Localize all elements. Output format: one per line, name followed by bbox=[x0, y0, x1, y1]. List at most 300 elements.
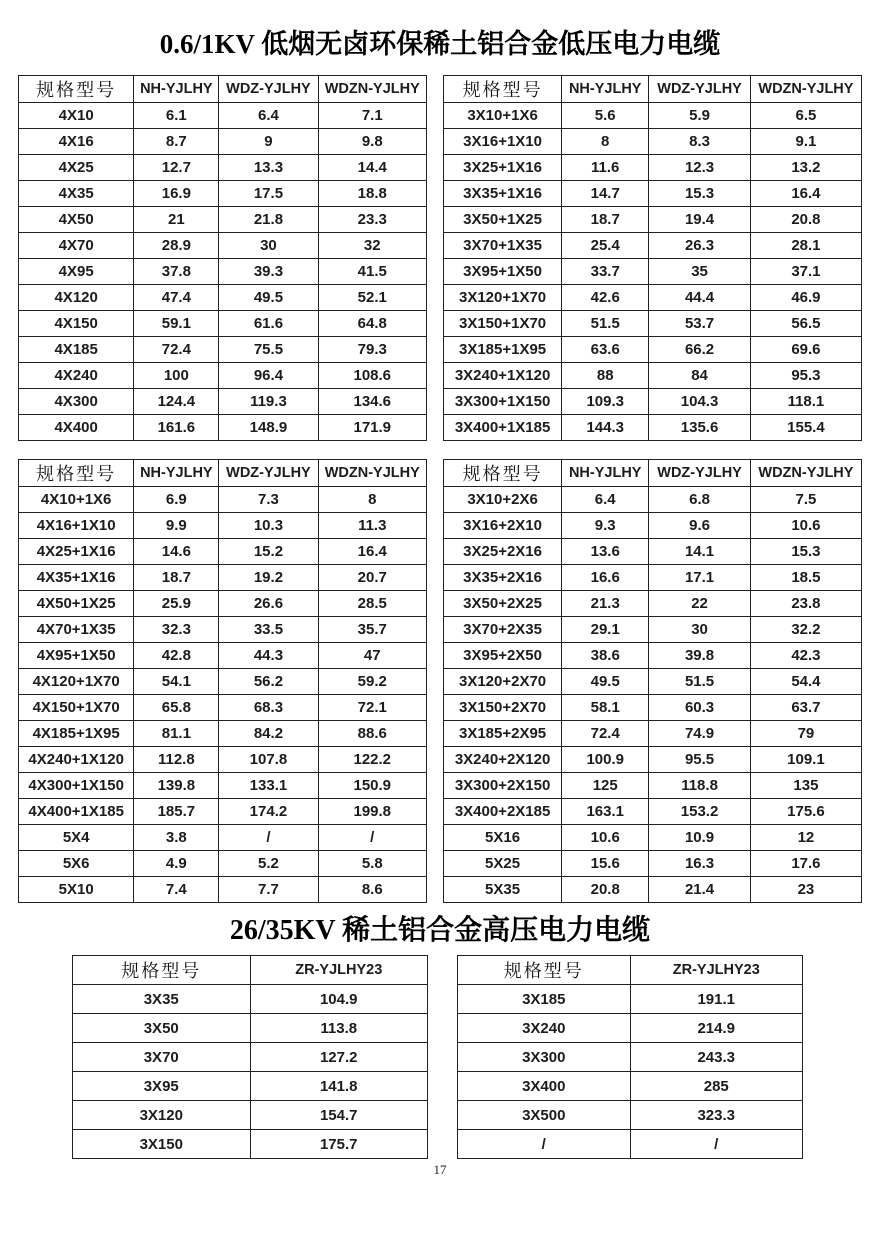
value-cell: 11.3 bbox=[318, 513, 426, 539]
table-row bbox=[444, 799, 862, 825]
header-row bbox=[73, 956, 428, 985]
spec-cell: 4X10 bbox=[19, 103, 134, 129]
table-row bbox=[19, 285, 427, 311]
hv-table-right bbox=[457, 955, 803, 1159]
value-cell: 9 bbox=[219, 129, 318, 155]
model-column-header: WDZ-YJLHY bbox=[219, 76, 318, 103]
value-cell: 42.8 bbox=[134, 643, 219, 669]
value-cell: 118.1 bbox=[750, 389, 861, 415]
lv-tables-row-2 bbox=[18, 459, 862, 903]
spec-cell: 4X300+1X150 bbox=[19, 773, 134, 799]
table-row bbox=[19, 259, 427, 285]
value-cell: 9.6 bbox=[649, 513, 751, 539]
section-title-high-voltage: 26/35KV 稀土铝合金高压电力电缆 bbox=[229, 915, 651, 946]
table-row bbox=[444, 207, 862, 233]
table-row bbox=[19, 539, 427, 565]
spec-cell: 4X185+1X95 bbox=[19, 721, 134, 747]
value-cell: 30 bbox=[649, 617, 751, 643]
value-cell: 7.4 bbox=[134, 877, 219, 903]
table-row bbox=[444, 487, 862, 513]
value-cell: 7.3 bbox=[219, 487, 318, 513]
value-cell: 13.2 bbox=[750, 155, 861, 181]
value-cell: 6.8 bbox=[649, 487, 751, 513]
value-cell: 18.7 bbox=[134, 565, 219, 591]
value-cell: 17.1 bbox=[649, 565, 751, 591]
table-row bbox=[444, 155, 862, 181]
spec-cell: 4X400+1X185 bbox=[19, 799, 134, 825]
value-cell: 33.5 bbox=[219, 617, 318, 643]
spec-cell: 3X185+1X95 bbox=[444, 337, 562, 363]
table-row bbox=[444, 747, 862, 773]
spec-cell: 4X150+1X70 bbox=[19, 695, 134, 721]
value-cell: 21.8 bbox=[219, 207, 318, 233]
table-row bbox=[444, 877, 862, 903]
value-cell: 44.4 bbox=[649, 285, 751, 311]
spec-cell: 5X35 bbox=[444, 877, 562, 903]
value-cell: 7.1 bbox=[318, 103, 426, 129]
table-row bbox=[19, 363, 427, 389]
spec-cell: 3X10+1X6 bbox=[444, 103, 562, 129]
table-row bbox=[19, 851, 427, 877]
value-cell: 133.1 bbox=[219, 773, 318, 799]
table-row bbox=[444, 851, 862, 877]
spec-cell: 3X120+2X70 bbox=[444, 669, 562, 695]
spec-cell: 5X4 bbox=[19, 825, 134, 851]
value-cell: / bbox=[630, 1130, 803, 1159]
table-row bbox=[19, 799, 427, 825]
value-cell: 37.1 bbox=[750, 259, 861, 285]
value-cell: 15.6 bbox=[562, 851, 649, 877]
spec-cell: 3X400 bbox=[458, 1072, 631, 1101]
table-row bbox=[19, 233, 427, 259]
value-cell: 46.9 bbox=[750, 285, 861, 311]
value-cell: 96.4 bbox=[219, 363, 318, 389]
spec-cell: 3X120+1X70 bbox=[444, 285, 562, 311]
table-row bbox=[444, 103, 862, 129]
value-cell: 88.6 bbox=[318, 721, 426, 747]
header-row bbox=[444, 76, 862, 103]
spec-cell: 4X70 bbox=[19, 233, 134, 259]
table-row bbox=[19, 337, 427, 363]
model-column-header: WDZN-YJLHY bbox=[318, 76, 426, 103]
table-row bbox=[19, 103, 427, 129]
value-cell: 12.3 bbox=[649, 155, 751, 181]
value-cell: 79 bbox=[750, 721, 861, 747]
value-cell: 30 bbox=[219, 233, 318, 259]
value-cell: 32.2 bbox=[750, 617, 861, 643]
table-row bbox=[19, 617, 427, 643]
spec-cell: 4X25 bbox=[19, 155, 134, 181]
value-cell: 163.1 bbox=[562, 799, 649, 825]
value-cell: 47.4 bbox=[134, 285, 219, 311]
spec-cell: 5X25 bbox=[444, 851, 562, 877]
value-cell: 25.9 bbox=[134, 591, 219, 617]
value-cell: 10.3 bbox=[219, 513, 318, 539]
value-cell: 42.3 bbox=[750, 643, 861, 669]
value-cell: 155.4 bbox=[750, 415, 861, 441]
spec-cell: 4X120 bbox=[19, 285, 134, 311]
table-row bbox=[19, 695, 427, 721]
value-cell: 174.2 bbox=[219, 799, 318, 825]
value-cell: 9.9 bbox=[134, 513, 219, 539]
spec-cell: 4X25+1X16 bbox=[19, 539, 134, 565]
value-cell: 29.1 bbox=[562, 617, 649, 643]
value-cell: 14.4 bbox=[318, 155, 426, 181]
table-row bbox=[73, 1014, 428, 1043]
value-cell: 8.7 bbox=[134, 129, 219, 155]
spec-cell: 4X35 bbox=[19, 181, 134, 207]
value-cell: 191.1 bbox=[630, 985, 803, 1014]
spec-cell: 4X240+1X120 bbox=[19, 747, 134, 773]
spec-cell: 3X16+2X10 bbox=[444, 513, 562, 539]
value-cell: 127.2 bbox=[250, 1043, 428, 1072]
table-row bbox=[444, 539, 862, 565]
value-cell: 53.7 bbox=[649, 311, 751, 337]
value-cell: 122.2 bbox=[318, 747, 426, 773]
spec-column-header: 规格型号 bbox=[19, 460, 134, 487]
table-row bbox=[444, 415, 862, 441]
value-cell: 150.9 bbox=[318, 773, 426, 799]
value-cell: 113.8 bbox=[250, 1014, 428, 1043]
value-cell: 144.3 bbox=[562, 415, 649, 441]
value-cell: 8 bbox=[318, 487, 426, 513]
value-cell: 285 bbox=[630, 1072, 803, 1101]
value-cell: 16.4 bbox=[750, 181, 861, 207]
table-row bbox=[19, 207, 427, 233]
value-cell: 10.9 bbox=[649, 825, 751, 851]
value-cell: 23.3 bbox=[318, 207, 426, 233]
value-cell: 68.3 bbox=[219, 695, 318, 721]
value-cell: 19.2 bbox=[219, 565, 318, 591]
value-cell: 49.5 bbox=[562, 669, 649, 695]
spec-cell: 4X50+1X25 bbox=[19, 591, 134, 617]
value-cell: 109.1 bbox=[750, 747, 861, 773]
table-row bbox=[19, 389, 427, 415]
spec-cell: 3X10+2X6 bbox=[444, 487, 562, 513]
value-cell: 8.6 bbox=[318, 877, 426, 903]
value-cell: 39.8 bbox=[649, 643, 751, 669]
spec-cell: 3X50+1X25 bbox=[444, 207, 562, 233]
value-cell: 38.6 bbox=[562, 643, 649, 669]
spec-cell: 3X16+1X10 bbox=[444, 129, 562, 155]
value-cell: 104.9 bbox=[250, 985, 428, 1014]
spec-cell: 3X500 bbox=[458, 1101, 631, 1130]
table-row bbox=[19, 415, 427, 441]
spec-cell: 4X70+1X35 bbox=[19, 617, 134, 643]
value-cell: 66.2 bbox=[649, 337, 751, 363]
table-row bbox=[444, 233, 862, 259]
value-cell: 54.4 bbox=[750, 669, 861, 695]
model-column-header: WDZ-YJLHY bbox=[219, 460, 318, 487]
value-cell: 9.1 bbox=[750, 129, 861, 155]
value-cell: 20.8 bbox=[750, 207, 861, 233]
value-cell: 135 bbox=[750, 773, 861, 799]
spec-cell: 3X185 bbox=[458, 985, 631, 1014]
table-row bbox=[444, 825, 862, 851]
table-row bbox=[458, 1101, 803, 1130]
value-cell: 18.5 bbox=[750, 565, 861, 591]
value-cell: 19.4 bbox=[649, 207, 751, 233]
table-row bbox=[444, 285, 862, 311]
value-cell: 134.6 bbox=[318, 389, 426, 415]
value-cell: 39.3 bbox=[219, 259, 318, 285]
spec-cell: 3X120 bbox=[73, 1101, 251, 1130]
spec-cell: 4X95+1X50 bbox=[19, 643, 134, 669]
spec-cell: 3X150+1X70 bbox=[444, 311, 562, 337]
value-cell: 10.6 bbox=[750, 513, 861, 539]
value-cell: 12.7 bbox=[134, 155, 219, 181]
value-cell: 161.6 bbox=[134, 415, 219, 441]
value-cell: 23.8 bbox=[750, 591, 861, 617]
value-cell: 35 bbox=[649, 259, 751, 285]
value-cell: 323.3 bbox=[630, 1101, 803, 1130]
model-column-header: WDZ-YJLHY bbox=[649, 460, 751, 487]
spec-cell: 3X400+2X185 bbox=[444, 799, 562, 825]
value-cell: 14.1 bbox=[649, 539, 751, 565]
value-cell: 84.2 bbox=[219, 721, 318, 747]
value-cell: 214.9 bbox=[630, 1014, 803, 1043]
value-cell: 118.8 bbox=[649, 773, 751, 799]
spec-cell: 3X150 bbox=[73, 1130, 251, 1159]
value-cell: 154.7 bbox=[250, 1101, 428, 1130]
spec-cell: 5X16 bbox=[444, 825, 562, 851]
header-row bbox=[458, 956, 803, 985]
value-cell: 7.7 bbox=[219, 877, 318, 903]
value-cell: 16.4 bbox=[318, 539, 426, 565]
value-cell: 10.6 bbox=[562, 825, 649, 851]
spec-cell: 3X240 bbox=[458, 1014, 631, 1043]
value-cell: 51.5 bbox=[649, 669, 751, 695]
value-cell: 119.3 bbox=[219, 389, 318, 415]
model-column-header: WDZN-YJLHY bbox=[750, 76, 861, 103]
table-row bbox=[19, 311, 427, 337]
value-cell: 58.1 bbox=[562, 695, 649, 721]
value-cell: 15.3 bbox=[750, 539, 861, 565]
table-row bbox=[444, 181, 862, 207]
value-cell: 100.9 bbox=[562, 747, 649, 773]
value-cell: 199.8 bbox=[318, 799, 426, 825]
value-cell: 56.5 bbox=[750, 311, 861, 337]
table-row bbox=[19, 565, 427, 591]
value-cell: 61.6 bbox=[219, 311, 318, 337]
table-row bbox=[444, 695, 862, 721]
value-cell: 59.2 bbox=[318, 669, 426, 695]
spec-column-header: 规格型号 bbox=[19, 76, 134, 103]
model-column-header: NH-YJLHY bbox=[134, 460, 219, 487]
value-cell: 171.9 bbox=[318, 415, 426, 441]
table-row bbox=[444, 669, 862, 695]
table-row bbox=[19, 155, 427, 181]
value-cell: / bbox=[219, 825, 318, 851]
lv-table-3plus1 bbox=[443, 75, 862, 441]
value-cell: 52.1 bbox=[318, 285, 426, 311]
value-cell: 100 bbox=[134, 363, 219, 389]
value-cell: 16.9 bbox=[134, 181, 219, 207]
spec-cell: 4X16+1X10 bbox=[19, 513, 134, 539]
value-cell: 72.1 bbox=[318, 695, 426, 721]
table-row bbox=[458, 1014, 803, 1043]
spec-cell: 3X300+1X150 bbox=[444, 389, 562, 415]
model-column-header: WDZN-YJLHY bbox=[750, 460, 861, 487]
value-cell: 41.5 bbox=[318, 259, 426, 285]
value-cell: 88 bbox=[562, 363, 649, 389]
spec-column-header: 规格型号 bbox=[444, 460, 562, 487]
value-cell: 81.1 bbox=[134, 721, 219, 747]
spec-cell: 3X70+2X35 bbox=[444, 617, 562, 643]
value-cell: 18.7 bbox=[562, 207, 649, 233]
table-row bbox=[444, 259, 862, 285]
value-cell: 5.2 bbox=[219, 851, 318, 877]
table-row bbox=[19, 181, 427, 207]
value-cell: 54.1 bbox=[134, 669, 219, 695]
header-row bbox=[444, 460, 862, 487]
spec-cell: 3X300+2X150 bbox=[444, 773, 562, 799]
value-cell: 22 bbox=[649, 591, 751, 617]
spec-cell: 3X240+2X120 bbox=[444, 747, 562, 773]
value-cell: 32.3 bbox=[134, 617, 219, 643]
value-cell: 13.3 bbox=[219, 155, 318, 181]
value-cell: 6.5 bbox=[750, 103, 861, 129]
value-cell: 17.5 bbox=[219, 181, 318, 207]
spec-cell: 3X70+1X35 bbox=[444, 233, 562, 259]
table-row bbox=[19, 773, 427, 799]
value-cell: 74.9 bbox=[649, 721, 751, 747]
table-row bbox=[444, 565, 862, 591]
spec-cell: 3X50+2X25 bbox=[444, 591, 562, 617]
table-row bbox=[444, 513, 862, 539]
value-cell: 16.6 bbox=[562, 565, 649, 591]
model-column-header: ZR-YJLHY23 bbox=[630, 956, 803, 985]
value-cell: 5.6 bbox=[562, 103, 649, 129]
value-cell: 104.3 bbox=[649, 389, 751, 415]
model-column-header: ZR-YJLHY23 bbox=[250, 956, 428, 985]
value-cell: 33.7 bbox=[562, 259, 649, 285]
table-row bbox=[458, 1072, 803, 1101]
value-cell: 20.8 bbox=[562, 877, 649, 903]
value-cell: 49.5 bbox=[219, 285, 318, 311]
value-cell: 11.6 bbox=[562, 155, 649, 181]
value-cell: 65.8 bbox=[134, 695, 219, 721]
value-cell: 4.9 bbox=[134, 851, 219, 877]
value-cell: 63.6 bbox=[562, 337, 649, 363]
spec-cell: 3X35 bbox=[73, 985, 251, 1014]
value-cell: 20.7 bbox=[318, 565, 426, 591]
spec-cell: 4X150 bbox=[19, 311, 134, 337]
spec-cell: 4X10+1X6 bbox=[19, 487, 134, 513]
value-cell: 125 bbox=[562, 773, 649, 799]
spec-cell: 3X95+2X50 bbox=[444, 643, 562, 669]
model-column-header: WDZ-YJLHY bbox=[649, 76, 751, 103]
table-row bbox=[19, 643, 427, 669]
value-cell: 107.8 bbox=[219, 747, 318, 773]
table-row bbox=[444, 129, 862, 155]
value-cell: 139.8 bbox=[134, 773, 219, 799]
table-row bbox=[444, 389, 862, 415]
value-cell: 14.6 bbox=[134, 539, 219, 565]
table-row bbox=[73, 1072, 428, 1101]
hv-table-left bbox=[72, 955, 428, 1159]
value-cell: 18.8 bbox=[318, 181, 426, 207]
model-column-header: WDZN-YJLHY bbox=[318, 460, 426, 487]
value-cell: 9.3 bbox=[562, 513, 649, 539]
lv-table-3plus2 bbox=[443, 459, 862, 903]
spec-cell: 3X35+2X16 bbox=[444, 565, 562, 591]
spec-cell: 4X35+1X16 bbox=[19, 565, 134, 591]
value-cell: 15.2 bbox=[219, 539, 318, 565]
value-cell: 5.9 bbox=[649, 103, 751, 129]
spec-cell: 3X240+1X120 bbox=[444, 363, 562, 389]
value-cell: 185.7 bbox=[134, 799, 219, 825]
value-cell: / bbox=[318, 825, 426, 851]
table-row bbox=[19, 825, 427, 851]
value-cell: 6.4 bbox=[562, 487, 649, 513]
table-row bbox=[458, 1130, 803, 1159]
value-cell: 28.5 bbox=[318, 591, 426, 617]
value-cell: 56.2 bbox=[219, 669, 318, 695]
table-row bbox=[444, 311, 862, 337]
model-column-header: NH-YJLHY bbox=[134, 76, 219, 103]
spec-cell: 3X300 bbox=[458, 1043, 631, 1072]
value-cell: 95.3 bbox=[750, 363, 861, 389]
value-cell: 6.1 bbox=[134, 103, 219, 129]
value-cell: 109.3 bbox=[562, 389, 649, 415]
header-row bbox=[19, 76, 427, 103]
value-cell: 26.3 bbox=[649, 233, 751, 259]
spec-cell: 4X185 bbox=[19, 337, 134, 363]
section-title-low-voltage: 0.6/1KV 低烟无卤环保稀土铝合金低压电力电缆 bbox=[159, 29, 721, 59]
table-row bbox=[73, 1101, 428, 1130]
value-cell: 79.3 bbox=[318, 337, 426, 363]
spec-column-header: 规格型号 bbox=[444, 76, 562, 103]
value-cell: 47 bbox=[318, 643, 426, 669]
lv-table-4core bbox=[18, 75, 427, 441]
spec-cell: 3X25+1X16 bbox=[444, 155, 562, 181]
value-cell: 141.8 bbox=[250, 1072, 428, 1101]
spec-cell: 3X95 bbox=[73, 1072, 251, 1101]
page-number: 17 bbox=[433, 1162, 447, 1177]
model-column-header: NH-YJLHY bbox=[562, 76, 649, 103]
value-cell: 75.5 bbox=[219, 337, 318, 363]
table-row bbox=[19, 877, 427, 903]
value-cell: 35.7 bbox=[318, 617, 426, 643]
table-row bbox=[19, 129, 427, 155]
table-row bbox=[19, 721, 427, 747]
value-cell: 42.6 bbox=[562, 285, 649, 311]
table-row bbox=[444, 591, 862, 617]
spec-cell: 3X185+2X95 bbox=[444, 721, 562, 747]
table-row bbox=[19, 747, 427, 773]
table-row bbox=[19, 513, 427, 539]
value-cell: 13.6 bbox=[562, 539, 649, 565]
value-cell: 64.8 bbox=[318, 311, 426, 337]
header-row bbox=[19, 460, 427, 487]
spec-cell: 3X95+1X50 bbox=[444, 259, 562, 285]
value-cell: 69.6 bbox=[750, 337, 861, 363]
value-cell: 7.5 bbox=[750, 487, 861, 513]
spec-cell: 5X6 bbox=[19, 851, 134, 877]
value-cell: 28.9 bbox=[134, 233, 219, 259]
spec-column-header: 规格型号 bbox=[458, 956, 631, 985]
spec-cell: 4X50 bbox=[19, 207, 134, 233]
value-cell: 8 bbox=[562, 129, 649, 155]
value-cell: 135.6 bbox=[649, 415, 751, 441]
value-cell: 5.8 bbox=[318, 851, 426, 877]
spec-cell: 3X150+2X70 bbox=[444, 695, 562, 721]
value-cell: 6.9 bbox=[134, 487, 219, 513]
spec-cell: 3X35+1X16 bbox=[444, 181, 562, 207]
spec-cell: 4X240 bbox=[19, 363, 134, 389]
value-cell: 37.8 bbox=[134, 259, 219, 285]
